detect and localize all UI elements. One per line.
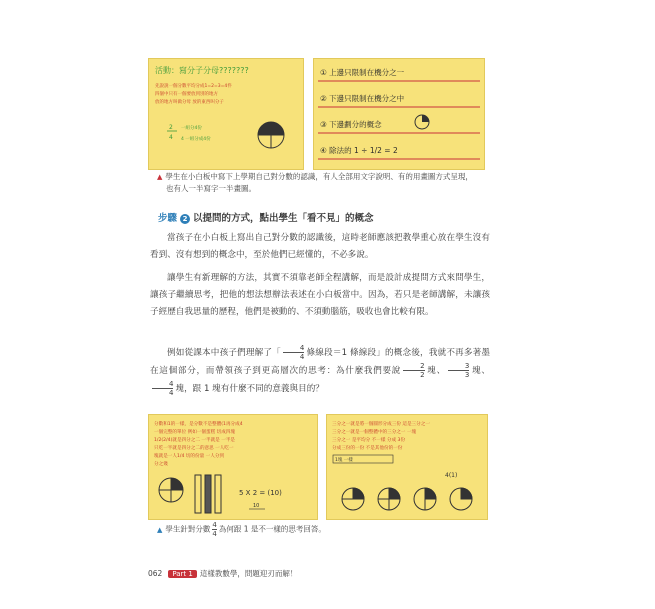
svg-text:10: 10 (253, 503, 260, 509)
page-footer (148, 568, 297, 579)
pie-drawing-icon (258, 122, 284, 148)
whiteboard-line-3: ③ 下邊劃分的概念 (320, 120, 382, 129)
svg-text:1/2(2/4)就是四分之二 一半就是 一半是: 1/2(2/4)就是四分之二 一半就是 一半是 (154, 438, 236, 443)
svg-text:塊就是一人1/4 切的份量 一人分到: 塊就是一人1/4 切的份量 一人分到 (154, 454, 225, 459)
step-heading: 步驟 2 以提問的方式，點出學生「看不見」的概念 (158, 213, 374, 224)
fraction-4-4-second: $\frac{4}{4}$ (152, 380, 173, 397)
svg-text:分成三份的一份 不是其他份的一份: 分成三份的一份 不是其他份的一份 (332, 446, 403, 451)
svg-text:4: 4 (169, 134, 173, 141)
svg-text:只吃一半就是四分之二的意思 一人吃一: 只吃一半就是四分之二的意思 一人吃一 (154, 446, 234, 451)
svg-text:2: 2 (169, 124, 173, 131)
step-title: 以提問的方式，點出學生「看不見」的概念 (193, 213, 374, 224)
photo-caption-bottom: ▲ 學生針對分數 $\frac{4}{4}$ 為何跟 1 是不一樣的思考回答。 (157, 521, 326, 538)
svg-text:三分之一 是平均分 不一樣 分成 3份: 三分之一 是平均分 不一樣 分成 3份 (332, 438, 406, 443)
whiteboard-photo-3 (148, 414, 318, 520)
whiteboard-line-1: ① 上邊只限制在機分之一 (320, 68, 405, 77)
svg-text:分數和1的一樣，是分數不是整體(1再分成4: 分數和1的一樣，是分數不是整體(1再分成4 (154, 422, 243, 427)
fraction-3-3: $\frac{3}{3}$ (448, 362, 469, 379)
fraction-2-2: $\frac{2}{2}$ (403, 362, 424, 379)
whiteboard-line-4: ④ 除法的 1 ÷ 1/2 = 2 (320, 146, 398, 155)
whiteboard-math: 5 X 2 = (10) (239, 489, 282, 497)
svg-text:分之幾: 分之幾 (154, 462, 168, 467)
fraction-4-4: $\frac{4}{4}$ (283, 344, 304, 361)
pie-drawings-icon (342, 488, 472, 510)
triangle-icon: ▲ (157, 525, 163, 534)
svg-text:4 一組分成4份: 4 一組分成4份 (181, 137, 211, 142)
whiteboard-heading: 活動：寫分子分母??????? (155, 66, 249, 75)
whiteboard-photo-2 (313, 58, 485, 170)
svg-text:一組分4份: 一組分4份 (181, 126, 202, 131)
svg-text:三分之一就是將一個圓形分成三份 這是三分之一: 三分之一就是將一個圓形分成三份 這是三分之一 (332, 422, 430, 427)
chapter-title: 這樣教數學，問題迎刃而解！ (199, 569, 298, 578)
step-number-badge: 2 (180, 214, 190, 224)
page-number: 062 (148, 569, 163, 578)
svg-text:一個完整的單位 例如一個蛋糕 切成四塊: 一個完整的單位 例如一個蛋糕 切成四塊 (154, 430, 236, 435)
photo-caption-top: ▲ 學生在小白板中寫下上學期自己對分數的認識，有人全部用文字說明、有的用畫圖方式呈現， 也有人一半寫字一半畫圖。 (157, 172, 473, 193)
svg-text:三分之一就是一個整體中的三分之一 一塊: 三分之一就是一個整體中的三分之一 一塊 (332, 430, 417, 435)
whiteboard-text: 先說說一個分數平均分成1=2=3=4件 四個中只有一個要放到別的地方 放的地方叫做分母 放的東西叫分子 (155, 84, 232, 105)
pie-drawing-icon (159, 478, 183, 502)
whiteboard-photo-1 (148, 58, 304, 170)
paragraph-1: 當孩子在小白板上寫出自己對分數的認識後，這時老師應該把教學重心放在學生沒有看到、沒有想到的概念中，至於他們已經懂的，不必多說。 (150, 233, 490, 260)
paragraph-2: 讓學生有新理解的方法，其實不須靠老師全程講解，而是設計成提問方式來問學生，讓孩子繼續思考，把他的想法想辦法表述在小白板當中。因為，若只是老師講解，未讓孩子經歷自我思量的歷程，他們是被動的、不須動腦筋，吸收也會比較有限。 (150, 273, 490, 317)
whiteboard-photo-4 (326, 414, 488, 520)
part-badge: Part 1 (168, 570, 197, 578)
svg-text:4(1): 4(1) (445, 472, 458, 479)
whiteboard-line-2: ② 下邊只限制在機分之中 (320, 94, 405, 103)
triangle-icon: ▲ (157, 173, 163, 181)
fraction-4-4-caption: $\frac{4}{4}$ (212, 521, 217, 538)
pie-drawing-icon (415, 115, 429, 129)
svg-text:1塊 一樣: 1塊 一樣 (335, 458, 353, 463)
paragraph-3: 例如從課本中孩子們理解了「 $\frac{4}{4}$ 條線段＝1 條線段」的概念後，我就不再多著墨在這個部分，而帶領孩子到更高層次的思考：為什麼我們要說 $\frac{2}{2}$ 塊、 $\frac{3}{3}$ 塊、 $\frac{4}{4}$ 塊，跟 1 塊有什麼不同的意義與目的？ (150, 344, 490, 397)
